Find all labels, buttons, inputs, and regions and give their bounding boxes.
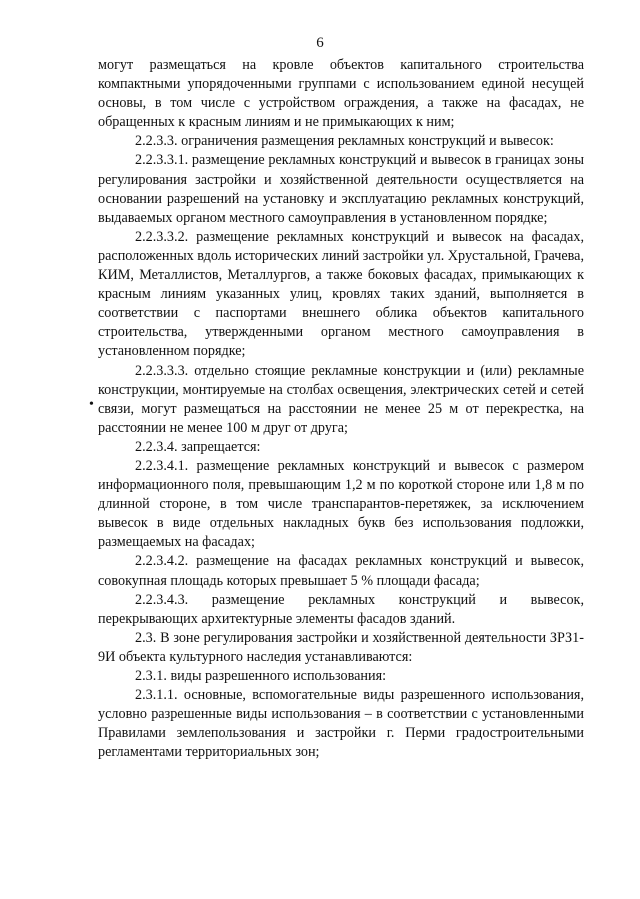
paragraph-2-3-1-1: 2.3.1.1. основные, вспомогательные виды разрешенного использования, условно разрешенные виды использования – в соответствии с установленными Правилами землепользования и застройки г. Перми градостроительными регламентами территориальных зон; (98, 687, 584, 761)
page-number: 6 (316, 35, 324, 51)
paragraph-2-2-3-3-3: 2.2.3.3.3. отдельно стоящие рекламные конструкции и (или) рекламные конструкции, монтируемые на столбах освещения, электрических сетей и сетей связи, могут размещаться на расстоянии не менее 25 м от перекрестка, на расстоянии не менее 100 м друг от друга; (98, 362, 584, 436)
paragraph-2-2-3-3-2: 2.2.3.3.2. размещение рекламных конструкций и вывесок на фасадах, расположенных вдоль исторических линий застройки ул. Хрустальной, Грачева, КИМ, Металлистов, Металлургов, а также боковых фасадах, примыкающих к красным линиям указанных улиц, кровлях таких зданий, выполняется в соответствии с паспортами внешнего облика объектов капитального строительства, утвержденными органом местного самоуправления в установленном порядке; (98, 228, 584, 360)
paragraph-2-2-3-4: 2.2.3.4. запрещается: (135, 438, 261, 455)
margin-mark: • (89, 397, 94, 412)
paragraph-2-3-1: 2.3.1. виды разрешенного использования: (135, 668, 387, 684)
paragraph-2-2-3-4-1: 2.2.3.4.1. размещение рекламных конструкций и вывесок с размером информационного поля, превышающим 1,2 м по короткой стороне или 1,8 м по длинной стороне, в том числе транспарантов-перетяжек, за исключением вывесок в виде отдельных накладных букв без использования подложки, размещаемых на фасадах; (98, 457, 584, 551)
paragraph-2-2-3-3: 2.2.3.3. ограничения размещения рекламных конструкций и вывесок: (135, 133, 554, 150)
paragraph-2-3: 2.3. В зоне регулирования застройки и хозяйственной деятельности ЗРЗ1-9И объекта культурного наследия устанавливаются: (98, 629, 584, 665)
paragraph-continuation: могут размещаться на кровле объектов капитального строительства компактными упорядоченными группами с использованием единой несущей основы, в том числе с устройством ограждения, а также на фасадах, не обращенных к красным линиям и не примыкающих к ним; (98, 57, 584, 131)
paragraph-2-2-3-4-2: 2.2.3.4.2. размещение на фасадах рекламных конструкций и вывесок, совокупная площадь которых превышает 5 % площади фасада; (98, 553, 584, 589)
document-body (98, 56, 584, 762)
paragraph-2-2-3-3-1: 2.2.3.3.1. размещение рекламных конструкций и вывесок в границах зоны регулирования застройки и хозяйственной деятельности осуществляется на основании разрешений на установку и эксплуатацию рекламных конструкций, выдаваемых органом местного самоуправления в установленном порядке; (98, 152, 584, 226)
paragraph-2-2-3-4-3: 2.2.3.4.3. размещение рекламных конструкций и вывесок, перекрывающих архитектурные элементы фасадов зданий. (98, 591, 584, 627)
